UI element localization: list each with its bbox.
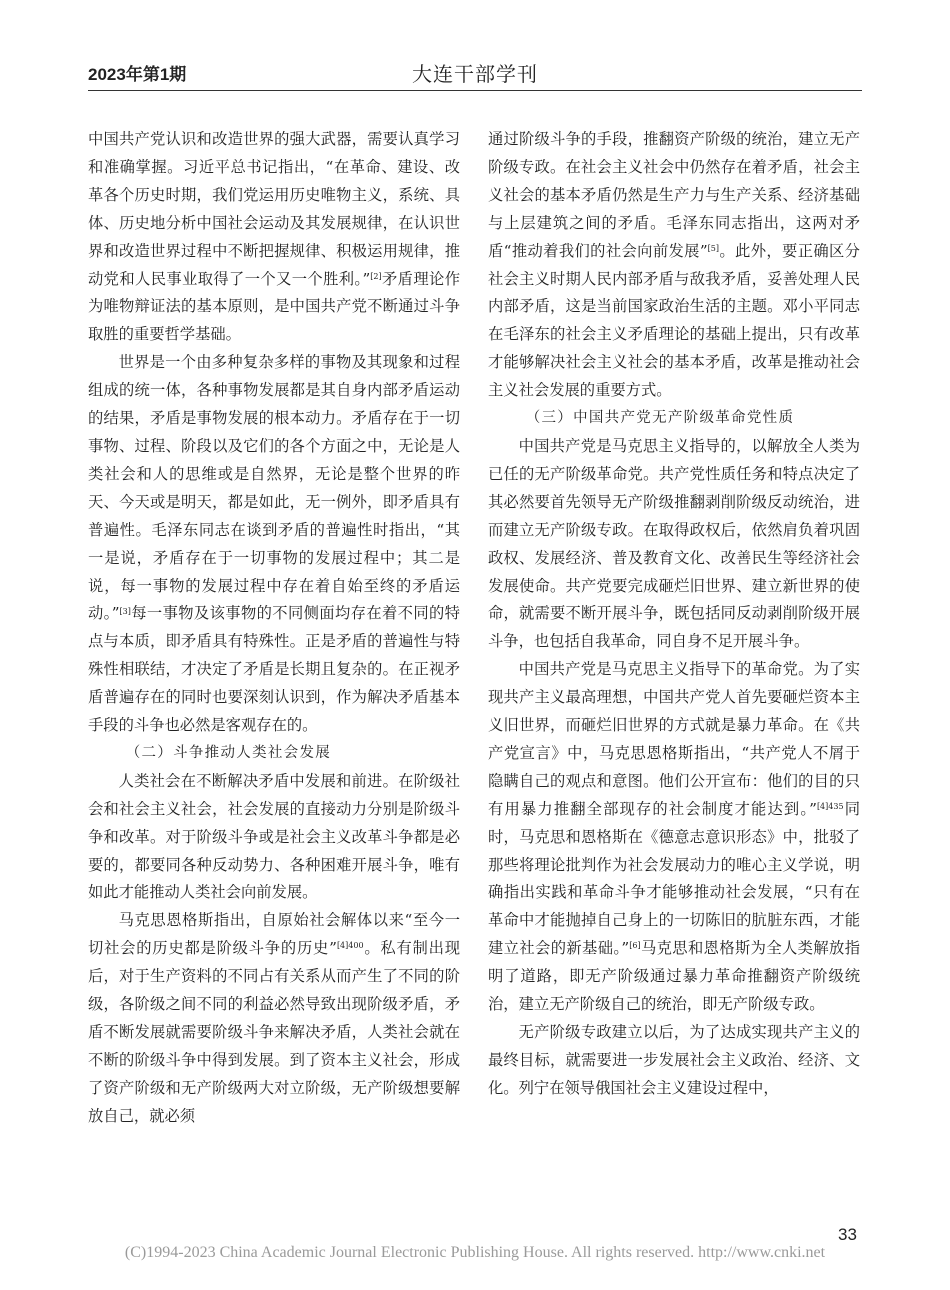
right-column xyxy=(488,126,860,1103)
paragraph xyxy=(88,349,460,740)
citation: [2] xyxy=(370,271,382,281)
page-number: 33 xyxy=(838,1225,857,1244)
header-rule xyxy=(88,90,862,91)
journal-title: 大连干部学刊 xyxy=(412,62,538,86)
text-run: 马克思和恩格斯为全人类解放指明了道路，即无产阶级通过暴力革命推翻资产阶级统治，建立无产阶级自己的统治，即无产阶级专政。 xyxy=(488,939,860,1014)
text-run: 。此外，要正确区分社会主义时期人民内部矛盾与敌我矛盾，妥善处理人民内部矛盾，这是当前国家政治生活的主题。邓小平同志在毛泽东的社会主义矛盾理论的基础上提出，只有改革才能够解决社会主义社会的基本矛盾，改革是推动社会主义社会发展的重要方式。 xyxy=(488,241,860,400)
paragraph xyxy=(88,907,460,1130)
paragraph xyxy=(488,126,860,405)
paragraph xyxy=(88,126,460,349)
citation: [6] xyxy=(629,941,641,951)
citation: [4]400 xyxy=(336,941,364,951)
page-header xyxy=(0,0,950,92)
text-run: 马克思恩格斯指出，自原始社会解体以来“至今一切社会的历史都是阶级斗争的历史” xyxy=(88,911,460,958)
text-run: 通过阶级斗争的手段，推翻资产阶级的统治，建立无产阶级专政。在社会主义社会中仍然存在着矛盾，社会主义社会的基本矛盾仍然是生产力与生产关系、经济基础与上层建筑之间的矛盾。毛泽东同志指出，这两对矛盾“推动着我们的社会向前发展” xyxy=(488,130,860,260)
paragraph: 人类社会在不断解决矛盾中发展和前进。在阶级社会和社会主义社会，社会发展的直接动力分别是阶级斗争和改革。对于阶级斗争或是社会主义改革斗争都是必要的，都要同各种反动势力、各种困难开展斗争，唯有如此才能推动人类社会向前发展。 xyxy=(88,771,460,902)
text-run: 世界是一个由多种复杂多样的事物及其现象和过程组成的统一体，各种事物发展都是其自身内部矛盾运动的结果，矛盾是事物发展的根本动力。矛盾存在于一切事物、过程、阶段以及它们的各个方面之中，无论是人类社会和人的思维或是自然界，无论是整个世界的昨天、今天或是明天，都是如此，无一例外，即矛盾具有普遍性。毛泽东同志在谈到矛盾的普遍性时指出，“其一是说，矛盾存在于一切事物的发展过程中；其二是说，每一事物的发展过程中存在着自始至终的矛盾运动。” xyxy=(88,353,460,623)
copyright-footer: (C)1994-2023 China Academic Journal Electronic Publishing House. All rights reserved. http://www.cnki.net xyxy=(124,1244,826,1261)
paragraph: 无产阶级专政建立以后，为了达成实现共产主义的最终目标，就需要进一步发展社会主义政治、经济、文化。列宁在领导俄国社会主义建设过程中， xyxy=(488,1023,860,1097)
citation: [5] xyxy=(707,243,719,253)
paragraph xyxy=(488,656,860,1019)
section-subheading: （三）中国共产党无产阶级革命党性质 xyxy=(525,410,795,427)
text-run: 中国共产党认识和改造世界的强大武器，需要认真学习和准确掌握。习近平总书记指出，“在革命、建设、改革各个历史时期，我们党运用历史唯物主义，系统、具体、历史地分析中国社会运动及其发展规律，在认识世界和改造世界过程中不断把握规律、积极运用规律，推动党和人民事业取得了一个又一个胜利。” xyxy=(88,130,460,288)
text-run: 同时，马克思和恩格斯在《德意志意识形态》中，批驳了那些将理论批判作为社会发展动力的唯心主义学说，明确指出实践和革命斗争才能够推动社会发展，“只有在革命中才能抛掉自己身上的一切陈旧的肮脏东西，才能建立社会的新基础。” xyxy=(488,799,860,958)
text-run: 每一事物及该事物的不同侧面均存在着不同的特点与本质，即矛盾具有特殊性。正是矛盾的普遍性与特殊性相联结，才决定了矛盾是长期且复杂的。在正视矛盾普遍存在的同时也要深刻认识到，作为解决矛盾基本手段的斗争也必然是客观存在的。 xyxy=(88,604,460,735)
text-run: 矛盾理论作为唯物辩证法的基本原则，是中国共产党不断通过斗争取胜的重要哲学基础。 xyxy=(88,269,460,344)
section-subheading: （二）斗争推动人类社会发展 xyxy=(125,744,332,761)
citation: [3] xyxy=(119,606,131,616)
left-column xyxy=(88,126,460,1131)
citation: [4]435 xyxy=(816,801,844,811)
issue-label: 2023年第1期 xyxy=(88,65,187,84)
text-run: 中国共产党是马克思主义指导下的革命党。为了实现共产主义最高理想，中国共产党人首先要砸烂资本主义旧世界，而砸烂旧世界的方式就是暴力革命。在《共产党宣言》中，马克思恩格斯指出，“共产党人不屑于隐瞒自己的观点和意图。他们公开宣布：他们的目的只有用暴力推翻全部现存的社会制度才能达到。” xyxy=(488,660,860,818)
text-run: 。私有制出现后，对于生产资料的不同占有关系从而产生了不同的阶级，各阶级之间不同的利益必然导致出现阶级矛盾，矛盾不断发展就需要阶级斗争来解决矛盾，人类社会就在不断的阶级斗争中得到发展。到了资本主义社会，形成了资产阶级和无产阶级两大对立阶级，无产阶级想要解放自己，就必须 xyxy=(88,939,460,1125)
paragraph: 中国共产党是马克思主义指导的，以解放全人类为已任的无产阶级革命党。共产党性质任务和特点决定了其必然要首先领导无产阶级推翻剥削阶级反动统治，进而建立无产阶级专政。在取得政权后，依然肩负着巩固政权、发展经济、普及教育文化、改善民生等经济社会发展使命。共产党要完成砸烂旧世界、建立新世界的使命，就需要不断开展斗争，既包括同反动剥削阶级开展斗争，也包括自我革命，同自身不足开展斗争。 xyxy=(488,436,860,651)
